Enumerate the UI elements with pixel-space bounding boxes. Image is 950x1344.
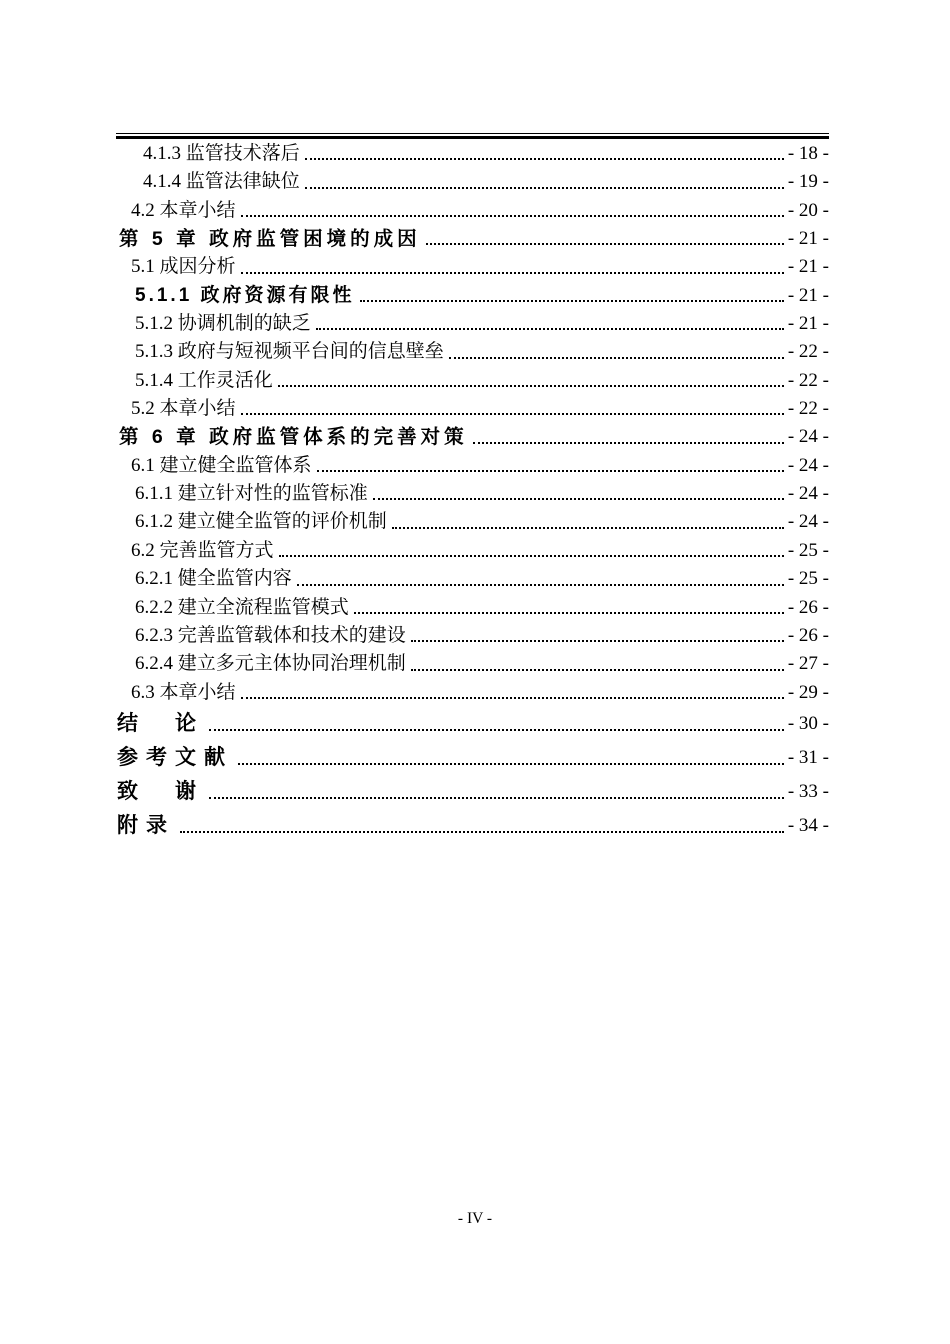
toc-entry[interactable] [116, 650, 829, 678]
toc-entry[interactable] [116, 338, 829, 366]
toc-entry-label: 5.1.2 协调机制的缺乏 [135, 313, 311, 335]
dot-leader [279, 555, 784, 557]
toc-entry[interactable] [116, 679, 829, 707]
toc-entry-label: 结 论 [117, 711, 204, 735]
toc-entry-page: - 30 - [787, 712, 829, 734]
toc-entry-page: - 26 - [787, 596, 829, 618]
toc-entry-page: - 27 - [787, 653, 829, 675]
toc-entry[interactable] [116, 537, 829, 565]
toc-entry[interactable] [116, 707, 829, 741]
toc-entry-label: 5.1.1 政府资源有限性 [135, 284, 355, 306]
toc-entry-page: - 22 - [787, 341, 829, 363]
toc-entry-page: - 21 - [787, 256, 829, 278]
toc-entry[interactable] [116, 480, 829, 508]
toc-entry-label: 6.2.3 完善监管载体和技术的建设 [135, 624, 406, 646]
toc-entry-page: - 21 - [787, 313, 829, 335]
toc-entry-label: 6.2.1 健全监管内容 [135, 568, 292, 590]
toc-entry[interactable] [116, 622, 829, 650]
toc-entry-label: 附录 [117, 813, 175, 837]
dot-leader [241, 272, 784, 274]
dot-leader [180, 831, 784, 833]
toc-entry-page: - 26 - [787, 624, 829, 646]
toc-entry-label: 5.1.4 工作灵活化 [135, 369, 273, 391]
header-rule [116, 133, 829, 139]
dot-leader [305, 158, 784, 160]
toc-entry-page: - 34 - [787, 814, 829, 836]
toc-entry-page: - 24 - [787, 454, 829, 476]
toc-entry-page: - 20 - [787, 199, 829, 221]
toc-entry[interactable] [116, 253, 829, 281]
toc-entry-label: 4.2 本章小结 [131, 199, 236, 221]
toc-entry-label: 6.2.4 建立多元主体协同治理机制 [135, 653, 406, 675]
toc-entry[interactable] [116, 310, 829, 338]
toc-entry-label: 5.1.3 政府与短视频平台间的信息壁垒 [135, 341, 444, 363]
dot-leader [392, 527, 784, 529]
toc-entry-page: - 31 - [787, 746, 829, 768]
toc-entry-label: 6.2 完善监管方式 [131, 539, 274, 561]
toc-entry[interactable] [116, 168, 829, 196]
toc-entry[interactable] [116, 282, 829, 310]
dot-leader [241, 413, 784, 415]
page-footer [0, 1210, 950, 1228]
toc-entry[interactable] [116, 395, 829, 423]
toc-entry[interactable] [116, 452, 829, 480]
footer-page-number: - IV - [457, 1210, 493, 1227]
toc-entry-page: - 24 - [787, 426, 829, 448]
dot-leader [209, 797, 784, 799]
toc-entry[interactable] [116, 225, 829, 253]
toc-list [116, 140, 829, 843]
toc-entry-page: - 22 - [787, 398, 829, 420]
toc-entry-page: - 21 - [787, 284, 829, 306]
toc-entry-page: - 21 - [787, 228, 829, 250]
toc-entry-label: 第 6 章 政府监管体系的完善对策 [119, 426, 468, 449]
dot-leader [411, 640, 784, 642]
dot-leader [238, 763, 784, 765]
toc-entry[interactable] [116, 508, 829, 536]
toc-entry[interactable] [116, 423, 829, 451]
toc-entry-page: - 24 - [787, 511, 829, 533]
toc-entry-page: - 18 - [787, 143, 829, 164]
toc-entry[interactable] [116, 775, 829, 809]
dot-leader [316, 328, 784, 330]
dot-leader [411, 669, 784, 671]
toc-entry-label: 6.2.2 建立全流程监管模式 [135, 596, 349, 618]
toc-entry[interactable] [116, 367, 829, 395]
toc-entry-label: 5.2 本章小结 [131, 398, 236, 420]
dot-leader [241, 697, 784, 699]
toc-entry[interactable] [116, 741, 829, 775]
dot-leader [360, 300, 784, 302]
dot-leader [449, 357, 784, 359]
toc-entry-label: 4.1.4 监管法律缺位 [143, 171, 300, 193]
toc-entry[interactable] [116, 197, 829, 225]
toc-entry-label: 6.3 本章小结 [131, 681, 236, 703]
dot-leader [354, 612, 784, 614]
toc-entry-page: - 25 - [787, 568, 829, 590]
toc-entry-label: 5.1 成因分析 [131, 256, 236, 278]
toc-entry-page: - 24 - [787, 483, 829, 505]
toc-entry-page: - 22 - [787, 369, 829, 391]
toc-entry-label: 6.1.1 建立针对性的监管标准 [135, 483, 368, 505]
toc-entry-label: 参考文献 [117, 745, 233, 769]
dot-leader [373, 498, 784, 500]
dot-leader [426, 243, 784, 245]
toc-entry-label: 致 谢 [117, 779, 204, 803]
dot-leader [297, 584, 784, 586]
dot-leader [278, 385, 784, 387]
toc-entry[interactable] [116, 565, 829, 593]
toc-entry-page: - 29 - [787, 681, 829, 703]
dot-leader [473, 442, 784, 444]
toc-entry[interactable] [116, 140, 829, 168]
dot-leader [317, 470, 784, 472]
toc-entry[interactable] [116, 594, 829, 622]
toc-entry[interactable] [116, 809, 829, 843]
dot-leader [209, 729, 784, 731]
toc-entry-page: - 33 - [787, 780, 829, 802]
toc-entry-label: 4.1.3 监管技术落后 [143, 143, 300, 164]
toc-entry-label: 6.1.2 建立健全监管的评价机制 [135, 511, 387, 533]
toc-entry-page: - 25 - [787, 539, 829, 561]
toc-entry-label: 6.1 建立健全监管体系 [131, 454, 312, 476]
toc-entry-page: - 19 - [787, 171, 829, 193]
dot-leader [241, 215, 784, 217]
toc-entry-label: 第 5 章 政府监管困境的成因 [119, 228, 421, 251]
dot-leader [305, 187, 784, 189]
